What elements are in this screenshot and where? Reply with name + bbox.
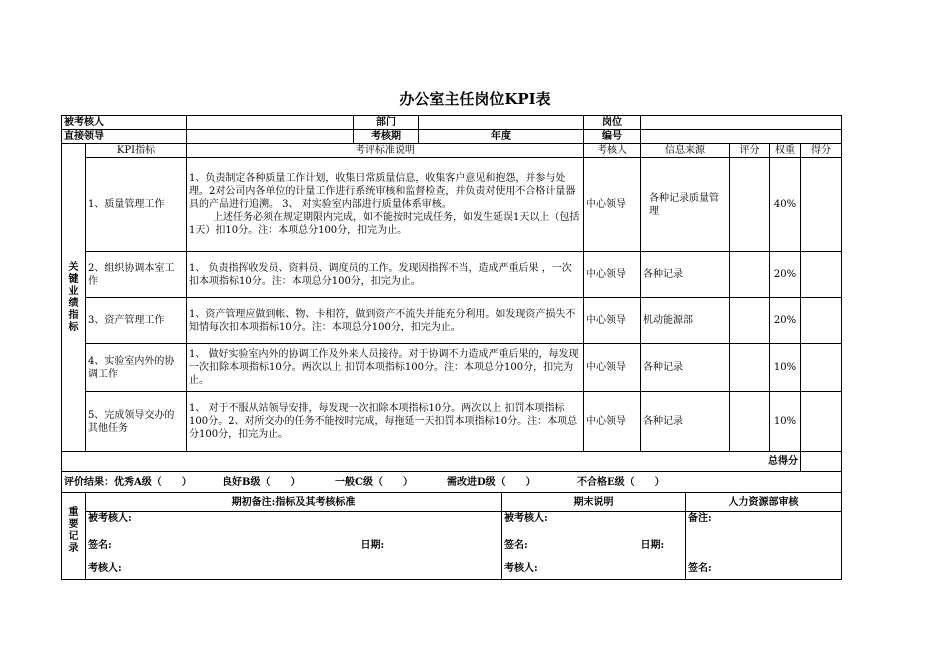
kpi-points[interactable] xyxy=(801,252,842,298)
table-row xyxy=(62,298,842,344)
records-date-1[interactable]: 日期: xyxy=(317,533,502,558)
records-col1-header: 期初备注:指标及其考核标准 xyxy=(86,493,502,512)
records-col3-header: 人力资源部审核 xyxy=(686,493,842,512)
col-assessor: 考核人 xyxy=(584,144,641,158)
col-score: 评分 xyxy=(730,144,770,158)
dept-label: 部门 xyxy=(354,116,419,130)
assessee-label: 被考核人 xyxy=(62,116,187,130)
assessee-value[interactable] xyxy=(187,116,354,130)
id-value[interactable] xyxy=(641,130,842,144)
records-remark: 备注: xyxy=(686,512,842,533)
kpi-score[interactable] xyxy=(730,392,770,452)
kpi-assessor: 中心领导 xyxy=(584,158,641,252)
kpi-table xyxy=(61,115,842,580)
records-date-2[interactable]: 日期: xyxy=(641,533,686,558)
kpi-source: 各种记录 xyxy=(641,344,730,392)
grade-c[interactable]: 一般C级（ ） xyxy=(335,476,413,488)
grade-e[interactable]: 不合格E级（ ） xyxy=(577,476,665,488)
kpi-description: 1、资产管理应做到帐、物、卡相符，做到资产不流失并能充分利用。如发现资产损失不知情每次扣本项指标10分。注：本项总分100分，扣完为止。 xyxy=(187,298,584,344)
leader-label: 直接领导 xyxy=(62,130,187,144)
kpi-name: 5、完成领导交办的其他任务 xyxy=(86,392,187,452)
kpi-weight: 10% xyxy=(770,392,801,452)
kpi-source: 各种记录 xyxy=(641,252,730,298)
table-row xyxy=(62,344,842,392)
kpi-name: 3、资产管理工作 xyxy=(86,298,187,344)
records-assessor-2[interactable]: 考核人: xyxy=(502,558,686,580)
records-sign-3[interactable]: 签名: xyxy=(686,558,842,580)
col-kpi: KPI指标 xyxy=(86,144,187,158)
kpi-name: 1、质量管理工作 xyxy=(86,158,187,252)
kpi-name: 4、实验室内外的协调工作 xyxy=(86,344,187,392)
kpi-points[interactable] xyxy=(801,158,842,252)
year-label: 年度 xyxy=(419,130,584,144)
dept-value[interactable] xyxy=(419,116,584,130)
kpi-side-label: 关键业绩指标 xyxy=(62,144,86,452)
kpi-source: 各种记录质量管理 xyxy=(641,158,730,252)
kpi-weight: 20% xyxy=(770,252,801,298)
total-label: 总得分 xyxy=(62,452,801,472)
grade-a[interactable]: 优秀A级（ ） xyxy=(114,476,192,488)
records-assessor-1[interactable]: 考核人: xyxy=(86,558,502,580)
kpi-weight: 10% xyxy=(770,344,801,392)
kpi-points[interactable] xyxy=(801,344,842,392)
kpi-weight: 40% xyxy=(770,158,801,252)
kpi-source: 各种记录 xyxy=(641,392,730,452)
kpi-description: 1、 做好实验室内外的协调工作及外来人员接待。对于协调不力造成严重后果的，每发现一次扣除本项指标10分。两次以上 扣罚本项指标100分。注：本项总分100分，扣完为止。 xyxy=(187,344,584,392)
kpi-description: 1、 对于不服从站领导安排，每发现一次扣除本项指标10分。两次以上 扣罚本项指标100分。2、对所交办的任务不能按时完成，每拖延一天扣罚本项指标10分。注：本项总分100分，扣完为止。 xyxy=(187,392,584,452)
grade-d[interactable]: 需改进D级（ ） xyxy=(447,476,536,488)
kpi-points[interactable] xyxy=(801,392,842,452)
records-assessee-1: 被考核人: xyxy=(86,512,502,533)
records-assessee-2: 被考核人: xyxy=(502,512,686,533)
page-title: 办公室主任岗位KPI表 xyxy=(399,90,551,108)
col-standard: 考评标准说明 xyxy=(187,144,584,158)
position-label: 岗位 xyxy=(584,116,641,130)
col-source: 信息来源 xyxy=(641,144,730,158)
kpi-points[interactable] xyxy=(801,298,842,344)
kpi-assessor: 中心领导 xyxy=(584,298,641,344)
leader-value[interactable] xyxy=(187,130,354,144)
kpi-description: 1、负责制定各种质量工作计划，收集日常质量信息，收集客户意见和抱怨，并参与处理。2对公司内各单位的计量工作进行系统审核和监督检查，并负责对使用不合格计量器具的产品进行追溯。 3、 对实验室内部进行质量体系审核。 上述任务必须在规定期限内完成，如不能按时完成任务，如发生延误1天以上（包括1天）扣10分。注：本项总分100分，扣完为止。 xyxy=(187,158,584,252)
position-value[interactable] xyxy=(641,116,842,130)
kpi-weight: 20% xyxy=(770,298,801,344)
kpi-score[interactable] xyxy=(730,158,770,252)
table-row xyxy=(62,392,842,452)
kpi-source: 机动能源部 xyxy=(641,298,730,344)
records-col2-header: 期末说明 xyxy=(502,493,686,512)
kpi-assessor: 中心领导 xyxy=(584,252,641,298)
table-row xyxy=(62,252,842,298)
records-remark-blank xyxy=(686,533,842,558)
kpi-assessor: 中心领导 xyxy=(584,344,641,392)
id-label: 编号 xyxy=(584,130,641,144)
kpi-score[interactable] xyxy=(730,298,770,344)
evaluation-label: 评价结果： xyxy=(64,476,114,488)
kpi-assessor: 中心领导 xyxy=(584,392,641,452)
period-label: 考核期 xyxy=(354,130,419,144)
records-sign-2[interactable]: 签名: xyxy=(502,533,641,558)
grade-b[interactable]: 良好B级（ ） xyxy=(222,476,301,488)
evaluation-row xyxy=(62,472,842,493)
col-weight: 权重 xyxy=(770,144,801,158)
records-side-label: 重要记录 xyxy=(62,493,86,580)
kpi-name: 2、组织协调本室工作 xyxy=(86,252,187,298)
kpi-score[interactable] xyxy=(730,344,770,392)
total-value[interactable] xyxy=(801,452,842,472)
table-row xyxy=(62,158,842,252)
col-points: 得分 xyxy=(801,144,842,158)
records-sign-1[interactable]: 签名: xyxy=(86,533,317,558)
kpi-description: 1、 负责指挥收发员、资料员、调度员的工作。发现因指挥不当，造成严重后果 ，一次扣本项指标10分。注：本项总分100分，扣完为止。 xyxy=(187,252,584,298)
kpi-score[interactable] xyxy=(730,252,770,298)
